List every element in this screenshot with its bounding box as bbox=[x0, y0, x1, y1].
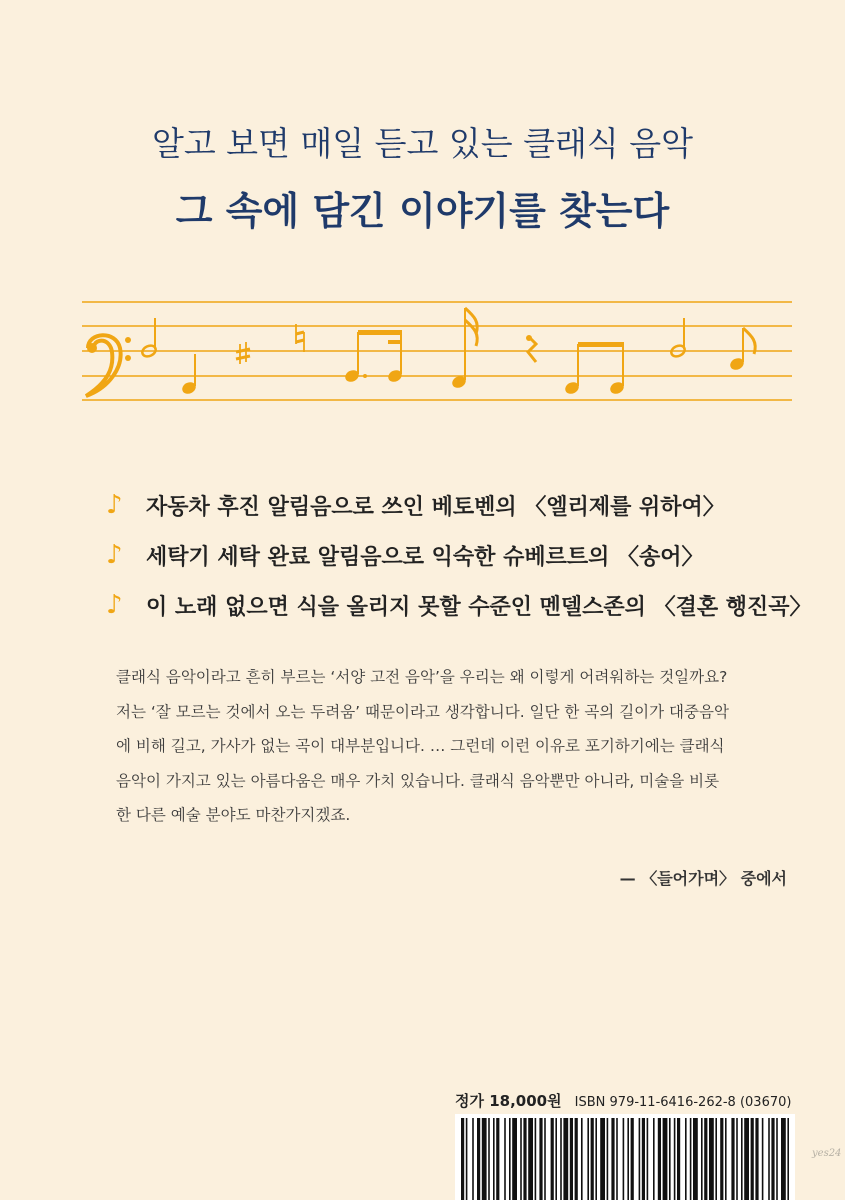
barcode-bar bbox=[744, 1118, 749, 1200]
barcode-bar bbox=[762, 1118, 764, 1200]
barcode-bar bbox=[685, 1118, 687, 1200]
heading-line-2: 그 속에 담긴 이야기를 찾는다 bbox=[175, 188, 670, 233]
barcode-bar bbox=[482, 1118, 487, 1200]
music-staff bbox=[82, 296, 792, 406]
barcode-bar bbox=[768, 1118, 770, 1200]
barcode-bar bbox=[751, 1118, 754, 1200]
barcode-image bbox=[455, 1114, 795, 1200]
barcode-bar bbox=[477, 1118, 480, 1200]
music-note-icon: ♪ bbox=[106, 590, 123, 620]
barcode-bar bbox=[669, 1118, 671, 1200]
barcode-bar bbox=[461, 1118, 464, 1200]
barcode-bar bbox=[677, 1118, 680, 1200]
barcode-bar bbox=[488, 1118, 490, 1200]
barcode-bar bbox=[720, 1118, 723, 1200]
barcode-bar bbox=[523, 1118, 526, 1200]
barcode-bar bbox=[581, 1118, 583, 1200]
barcode-bar bbox=[560, 1118, 562, 1200]
half-note-icon bbox=[141, 318, 158, 358]
excerpt-line: 음악이 가지고 있는 아름다움은 매우 가치 있습니다. 클래식 음악뿐만 아니라, 미술을 비롯 bbox=[116, 771, 720, 790]
barcode-bar bbox=[587, 1118, 589, 1200]
highlight-text: 이 노래 없으면 식을 올리지 못할 수준인 멘델스존의 〈결혼 행진곡〉 bbox=[146, 594, 812, 620]
barcode-bar bbox=[600, 1118, 605, 1200]
barcode-bar bbox=[607, 1118, 609, 1200]
barcode-bar bbox=[776, 1118, 778, 1200]
barcode-bar bbox=[509, 1118, 511, 1200]
barcode-bar bbox=[731, 1118, 734, 1200]
eighth-note-pair-icon bbox=[563, 342, 625, 396]
price-label: 정가 18,000원 bbox=[455, 1092, 562, 1110]
excerpt-line: 에 비해 길고, 가사가 없는 곡이 대부분입니다. … 그런데 이런 이유로 포기하기에는 클래식 bbox=[116, 737, 725, 755]
barcode-bar bbox=[653, 1118, 655, 1200]
watermark: yes24 bbox=[812, 1148, 842, 1159]
barcode-bar bbox=[551, 1118, 554, 1200]
barcode-bar bbox=[555, 1118, 557, 1200]
barcode-bar bbox=[741, 1118, 743, 1200]
barcode-bar bbox=[736, 1118, 738, 1200]
highlight-text: 세탁기 세탁 완료 알림음으로 익숙한 슈베르트의 〈송어〉 bbox=[146, 544, 704, 570]
barcode-bar bbox=[755, 1118, 758, 1200]
excerpt-paragraph bbox=[116, 660, 806, 833]
barcode-bar bbox=[715, 1118, 717, 1200]
barcode-bar bbox=[595, 1118, 597, 1200]
barcode-bar bbox=[647, 1118, 649, 1200]
highlight-item bbox=[106, 580, 812, 630]
barcode-bar bbox=[539, 1118, 542, 1200]
barcode-bar bbox=[704, 1118, 707, 1200]
barcode-bar bbox=[771, 1118, 774, 1200]
barcode-bar bbox=[623, 1118, 625, 1200]
barcode-bar bbox=[544, 1118, 546, 1200]
barcode-bar bbox=[627, 1118, 629, 1200]
barcode-bar bbox=[512, 1118, 517, 1200]
bass-clef-icon bbox=[86, 335, 131, 396]
barcode-bar bbox=[658, 1118, 661, 1200]
barcode-bar bbox=[781, 1118, 786, 1200]
barcode-bar bbox=[535, 1118, 537, 1200]
barcode-bar bbox=[504, 1118, 506, 1200]
excerpt-line: 한 다른 예술 분야도 마찬가지겠죠. bbox=[116, 806, 351, 824]
barcode-bar bbox=[631, 1118, 634, 1200]
eighth-note-icon bbox=[728, 328, 755, 372]
barcode-bar bbox=[663, 1118, 668, 1200]
natural-icon bbox=[296, 324, 304, 352]
barcode-bar bbox=[575, 1118, 578, 1200]
sharp-icon bbox=[236, 342, 250, 364]
barcode-bar bbox=[639, 1118, 641, 1200]
barcode-bar bbox=[528, 1118, 533, 1200]
excerpt-line: 클래식 음악이라고 흔히 부르는 ‘서양 고전 음악’을 우리는 왜 이렇게 어려워하는 것일까요? bbox=[116, 668, 728, 686]
music-note-icon: ♪ bbox=[106, 490, 123, 520]
heading-line-1: 알고 보면 매일 듣고 있는 클래식 음악 bbox=[151, 124, 694, 163]
barcode-bar bbox=[709, 1118, 714, 1200]
barcode-bar bbox=[616, 1118, 618, 1200]
isbn-label: ISBN 979-11-6416-262-8 (03670) bbox=[574, 1095, 792, 1110]
eighth-rest-icon bbox=[526, 335, 536, 362]
sixteenth-note-icon bbox=[450, 308, 477, 390]
highlight-text: 자동차 후진 알림음으로 쓰인 베토벤의 〈엘리제를 위하여〉 bbox=[146, 494, 725, 520]
barcode-bar bbox=[690, 1118, 692, 1200]
barcode-bar bbox=[520, 1118, 522, 1200]
barcode-bar bbox=[563, 1118, 568, 1200]
half-note-icon bbox=[670, 318, 687, 358]
highlight-item bbox=[106, 480, 812, 530]
excerpt-source: — 〈들어가며〉 중에서 bbox=[619, 869, 787, 888]
barcode-bar bbox=[693, 1118, 698, 1200]
barcode-bar bbox=[570, 1118, 573, 1200]
music-note-icon: ♪ bbox=[106, 540, 123, 570]
barcode-bar bbox=[674, 1118, 676, 1200]
barcode-bar bbox=[787, 1118, 789, 1200]
barcode-bar bbox=[496, 1118, 499, 1200]
price-block bbox=[455, 1090, 791, 1111]
barcode-bar bbox=[472, 1118, 474, 1200]
barcode-bar bbox=[642, 1118, 645, 1200]
barcode-bar bbox=[725, 1118, 727, 1200]
barcode-bar bbox=[591, 1118, 594, 1200]
highlight-item bbox=[106, 530, 812, 580]
barcode-bar bbox=[701, 1118, 703, 1200]
highlight-list bbox=[106, 480, 812, 630]
quarter-note-icon bbox=[180, 354, 197, 396]
barcode-bar bbox=[493, 1118, 495, 1200]
excerpt-line: 저는 ‘잘 모르는 것에서 오는 두려움’ 때문이라고 생각합니다. 일단 한 곡의 길이가 대중음악 bbox=[116, 702, 729, 721]
barcode-bar bbox=[611, 1118, 614, 1200]
barcode-bar bbox=[466, 1118, 468, 1200]
